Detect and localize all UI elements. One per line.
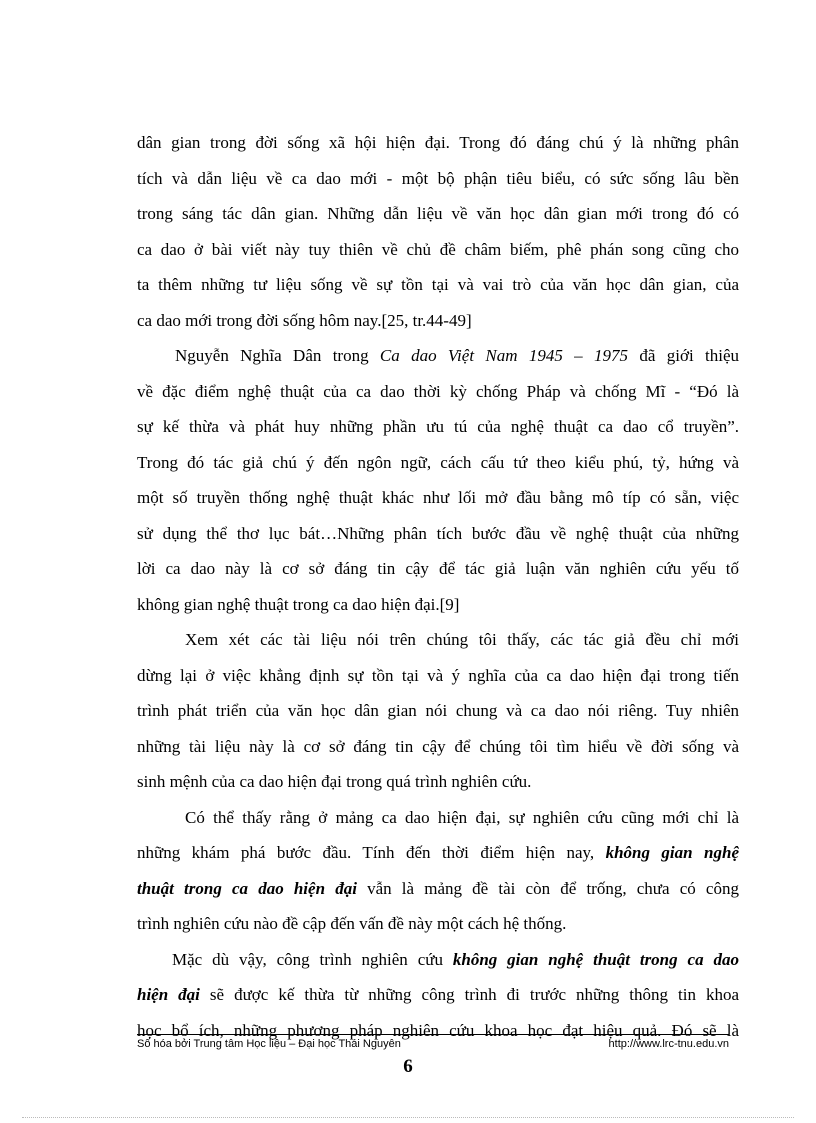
text-line: [137, 942, 739, 978]
footer-url[interactable]: http://www.lrc-tnu.edu.vn: [608, 1038, 729, 1050]
text-line: trình nghiên cứu nào đề cập đến vấn đề này một cách hệ thống.: [137, 914, 567, 933]
book-title: Ca dao Việt Nam 1945 – 1975: [379, 346, 629, 365]
paragraph-2: [137, 338, 739, 622]
text-line: Trong đó tác giả chú ý đến ngôn ngữ, cách cấu tứ theo kiểu phú, tỷ, hứng và: [137, 452, 739, 472]
text-line: [137, 338, 739, 374]
text-line: ca dao mới trong đời sống hôm nay.[25, tr.44-49]: [137, 310, 472, 330]
text-line: không gian nghệ thuật trong ca dao hiện đại.[9]: [137, 594, 460, 614]
text-line: tích và dẫn liệu về ca dao mới - một bộ phận tiêu biểu, có sức sống lâu bền: [137, 168, 739, 188]
text-line: trong sáng tác dân gian. Những dẫn liệu về văn học dân gian mới trong đó có: [137, 204, 739, 223]
text-line: [137, 977, 739, 1013]
footer-source: Số hóa bởi Trung tâm Học liệu – Đại học Thái Nguyên: [137, 1038, 401, 1050]
text-line: dân gian trong đời sống xã hội hiện đại. Trong đó đáng chú ý là những phân: [137, 133, 739, 152]
text-line: Có thể thấy rằng ở mảng ca dao hiện đại, sự nghiên cứu cũng mới chỉ là: [185, 807, 739, 827]
paragraph-1: [137, 125, 739, 338]
text-run: sẽ được kế thừa từ những công trình đi trước những thông tin khoa: [199, 985, 739, 1004]
text-run: Nguyễn Nghĩa Dân trong: [175, 346, 380, 365]
text-line: [137, 871, 739, 907]
footer-divider: [137, 1034, 729, 1035]
text-line: những tài liệu này là cơ sở đáng tin cậy để chúng tôi tìm hiểu về đời sống và: [137, 736, 739, 756]
text-run: Mặc dù vậy, công trình nghiên cứu: [172, 949, 453, 969]
text-line: học bổ ích, những phương pháp nghiên cứu khoa học đạt hiệu quả. Đó sẽ là: [137, 1020, 739, 1040]
text-line: ta thêm những tư liệu sống về sự tồn tại và vai trò của văn học dân gian, của: [137, 275, 739, 294]
text-line: lời ca dao này là cơ sở đáng tin cậy để tác giả luận văn nghiên cứu yếu tố: [137, 559, 739, 578]
text-line: Xem xét các tài liệu nói trên chúng tôi thấy, các tác giả đều chỉ mới: [185, 630, 739, 649]
text-line: một số truyền thống nghệ thuật khác như lối mở đầu bằng mô típ có sẵn, việc: [137, 488, 739, 507]
text-line: [137, 835, 739, 871]
paragraph-3: [137, 622, 739, 800]
text-run: vẫn là mảng đề tài còn để trống, chưa có công: [356, 878, 739, 898]
text-line: trình phát triển của văn học dân gian nói chung và ca dao nói riêng. Tuy nhiên: [137, 701, 739, 720]
text-line: sử dụng thể thơ lục bát…Những phân tích bước đầu về nghệ thuật của những: [137, 523, 739, 543]
document-body: [137, 125, 739, 1048]
text-line: dừng lại ở việc khẳng định sự tồn tại và ý nghĩa của ca dao hiện đại trong tiến: [137, 665, 739, 685]
emphasis-text: hiện đại: [137, 985, 200, 1004]
text-line: ca dao ở bài viết này tuy thiên về chủ đề châm biếm, phê phán song cũng cho: [137, 239, 739, 259]
page-number: 6: [403, 1056, 413, 1077]
emphasis-text: thuật trong ca dao hiện đại: [137, 878, 357, 898]
text-line: sinh mệnh của ca dao hiện đại trong quá trình nghiên cứu.: [137, 772, 532, 791]
text-line: về đặc điểm nghệ thuật của ca dao thời kỳ chống Pháp và chống Mĩ - “Đó là: [137, 381, 739, 401]
text-run: đã giới thiệu: [628, 346, 739, 365]
paragraph-5: [137, 942, 739, 1049]
emphasis-text: không gian nghệ: [605, 843, 739, 862]
emphasis-text: không gian nghệ thuật trong ca dao: [452, 949, 739, 969]
paragraph-4: [137, 800, 739, 942]
text-run: những khám phá bước đầu. Tính đến thời điểm hiện nay,: [137, 843, 606, 862]
page-edge-divider: [22, 1117, 794, 1118]
text-line: sự kế thừa và phát huy những phần ưu tú của nghệ thuật ca dao cổ truyền”.: [137, 417, 739, 436]
